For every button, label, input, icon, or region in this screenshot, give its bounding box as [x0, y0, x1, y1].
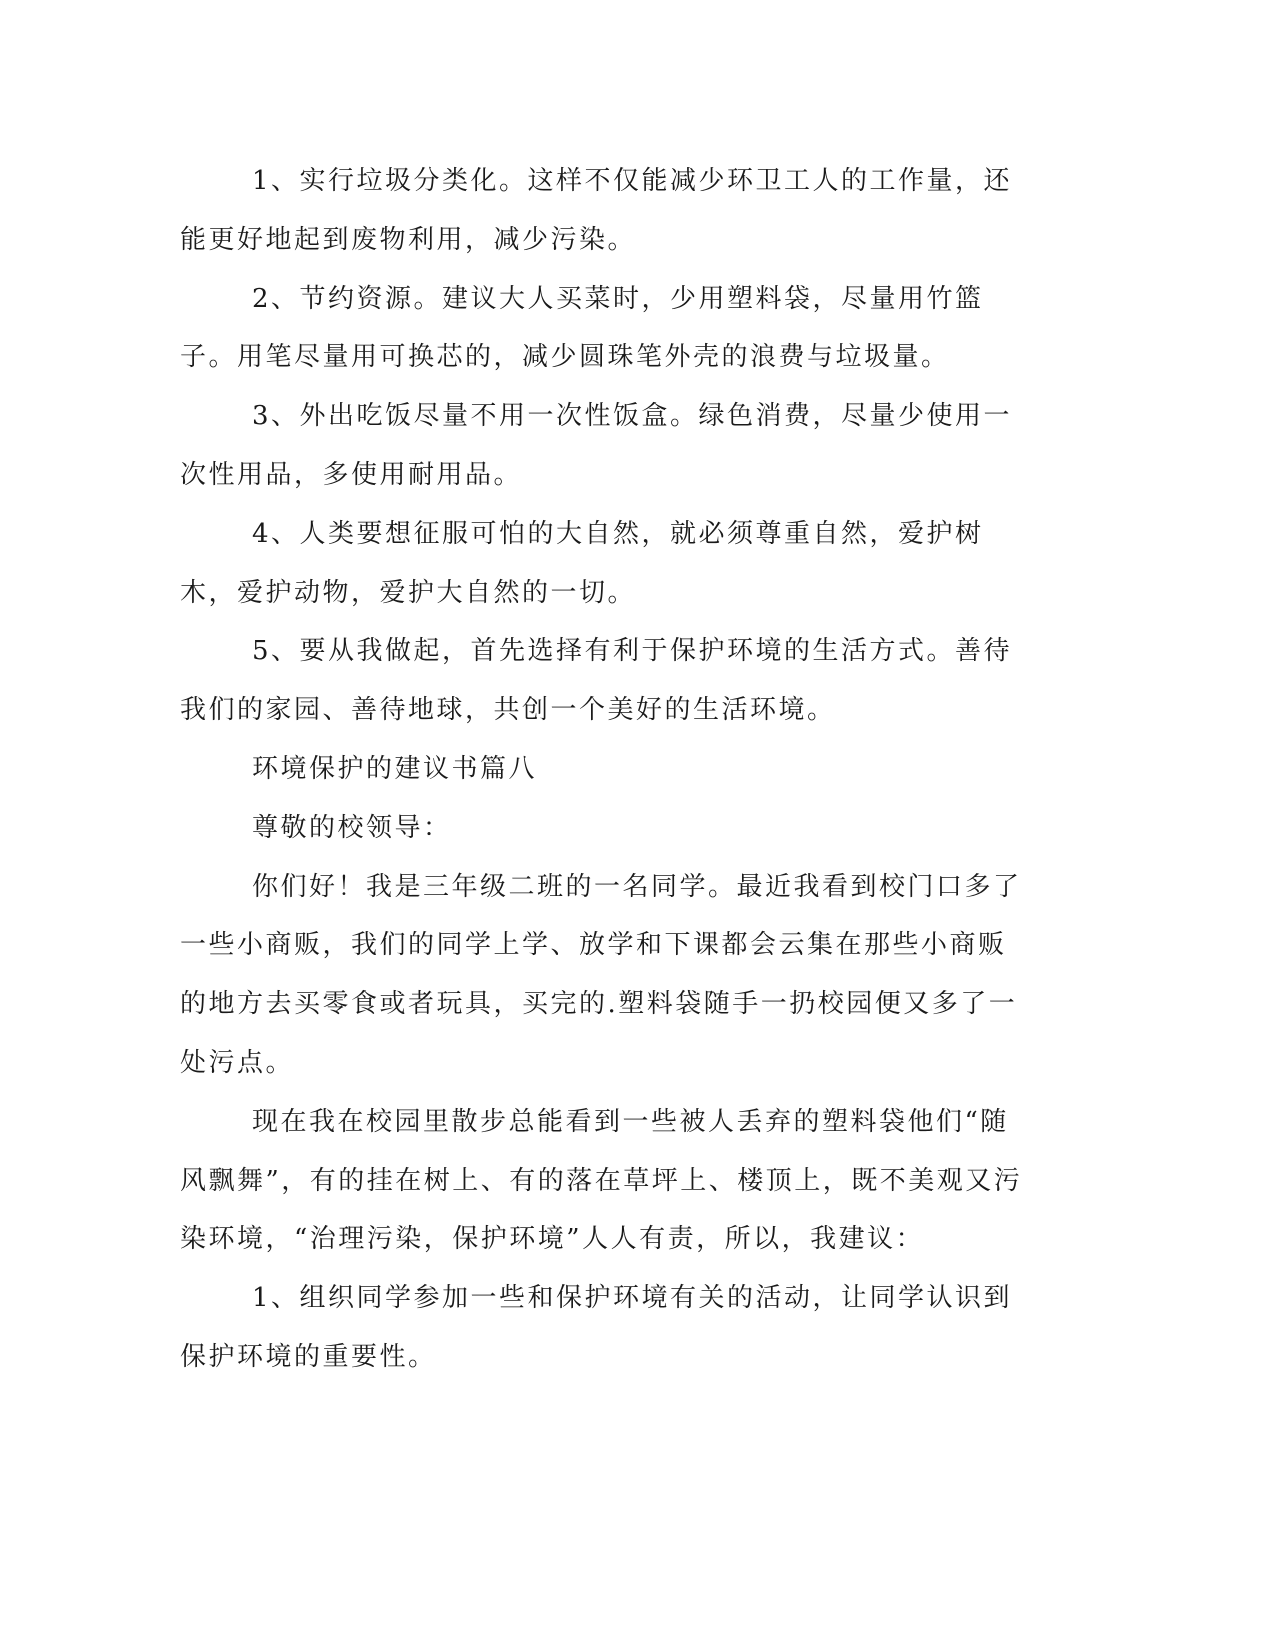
- paragraph-suggestion-3: 3、外出吃饭尽量不用一次性饭盒。绿色消费，尽量少使用一次性用品，多使用耐用品。: [180, 401, 1013, 490]
- letter-salutation: 尊敬的校领导：: [252, 812, 452, 843]
- paragraph-suggestion-1: 1、实行垃圾分类化。这样不仅能减少环卫工人的工作量，还能更好地起到废物利用，减少污染。: [180, 166, 1013, 255]
- paragraph-suggestion-5: 5、要从我做起，首先选择有利于保护环境的生活方式。善待我们的家园、善待地球，共创一个美好的生活环境。: [180, 636, 1013, 726]
- document-body: [180, 152, 1030, 1387]
- section-heading: 环境保护的建议书篇八: [252, 753, 538, 784]
- paragraph-observation: 现在我在校园里散步总能看到一些被人丢弃的塑料袋他们“随风飘舞”，有的挂在树上、有的落在草坪上、楼顶上，既不美观又污染环境，“治理污染，保护环境”人人有责，所以，我建议：: [180, 1106, 1023, 1255]
- paragraph-greeting: 你们好！我是三年级二班的一名同学。最近我看到校门口多了一些小商贩，我们的同学上学、放学和下课都会云集在那些小商贩的地方去买零食或者玩具，买完的.塑料袋随手一扔校园便又多了一处污点。: [180, 871, 1022, 1078]
- paragraph-suggestion-4: 4、人类要想征服可怕的大自然，就必须尊重自然，爱护树木，爱护动物，爱护大自然的一切。: [180, 518, 984, 608]
- paragraph-proposal-1: 1、组织同学参加一些和保护环境有关的活动，让同学认识到保护环境的重要性。: [180, 1283, 1013, 1372]
- paragraph-suggestion-2: 2、节约资源。建议大人买菜时，少用塑料袋，尽量用竹篮子。用笔尽量用可换芯的，减少圆珠笔外壳的浪费与垃圾量。: [180, 283, 984, 373]
